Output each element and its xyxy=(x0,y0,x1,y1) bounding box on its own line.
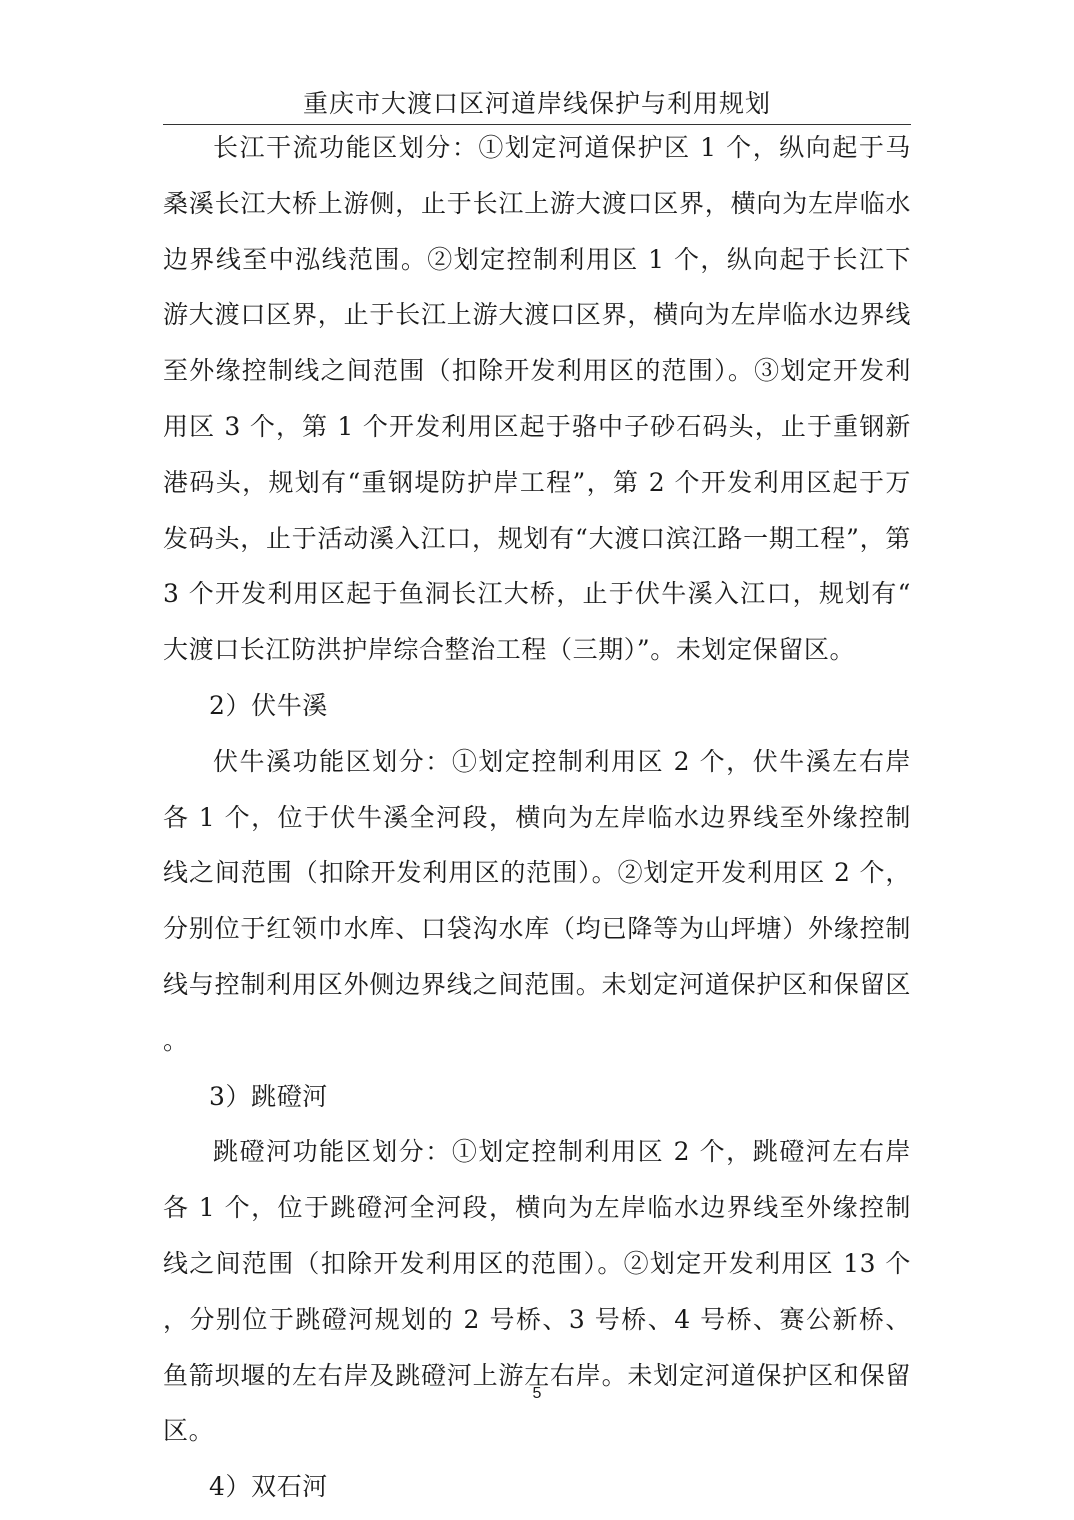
page-header-title: 重庆市大渡口区河道岸线保护与利用规划 xyxy=(302,89,771,118)
section-heading-tiaodenghe: 3）跳磴河 xyxy=(209,1081,328,1111)
paragraph-funiuxi: 伏牛溪功能区划分：①划定控制利用区 2 个，伏牛溪左右岸各 1 个，位于伏牛溪全河段，横向为左岸临水边界线至外缘控制线之间范围（扣除开发利用区的范围）。②划定开发利用区 2 个，分别位于红领巾水库、口袋沟水库（均已降等为山坪塘）外缘控制线与控制利用区外侧边界线之间范围。未划定河道保护区和保留区。 xyxy=(163,746,911,1055)
document-body xyxy=(163,120,911,1515)
section-heading-shuangshihe: 4）双石河 xyxy=(209,1472,328,1502)
paragraph-tiaodenghe: 跳磴河功能区划分：①划定控制利用区 2 个，跳磴河左右岸各 1 个，位于跳磴河全河段，横向为左岸临水边界线至外缘控制线之间范围（扣除开发利用区的范围）。②划定开发利用区 13 个，分别位于跳磴河规划的 2 号桥、3 号桥、4 号桥、赛公新桥、鱼箭坝堰的左右岸及跳磴河上游左右岸。未划定河道保护区和保留区。 xyxy=(163,1137,911,1446)
paragraph-yangtze-mainstream: 长江干流功能区划分：①划定河道保护区 1 个，纵向起于马桑溪长江大桥上游侧，止于长江上游大渡口区界，横向为左岸临水边界线至中泓线范围。②划定控制利用区 1 个，纵向起于长江下游大渡口区界，止于长江上游大渡口区界，横向为左岸临水边界线至外缘控制线之间范围（扣除开发利用区的范围）。③划定开发利用区 3 个，第 1 个开发利用区起于骆中子砂石码头，止于重钢新港码头，规划有“重钢堤防护岸工程”，第 2 个开发利用区起于万发码头，止于活动溪入江口，规划有“大渡口滨江路一期工程”，第 3 个开发利用区起于鱼洞长江大桥，止于伏牛溪入江口，规划有“大渡口长江防洪护岸综合整治工程（三期）”。未划定保留区。 xyxy=(163,133,911,665)
page-number: 5 xyxy=(532,1385,542,1402)
section-heading-funiuxi: 2）伏牛溪 xyxy=(209,690,328,720)
